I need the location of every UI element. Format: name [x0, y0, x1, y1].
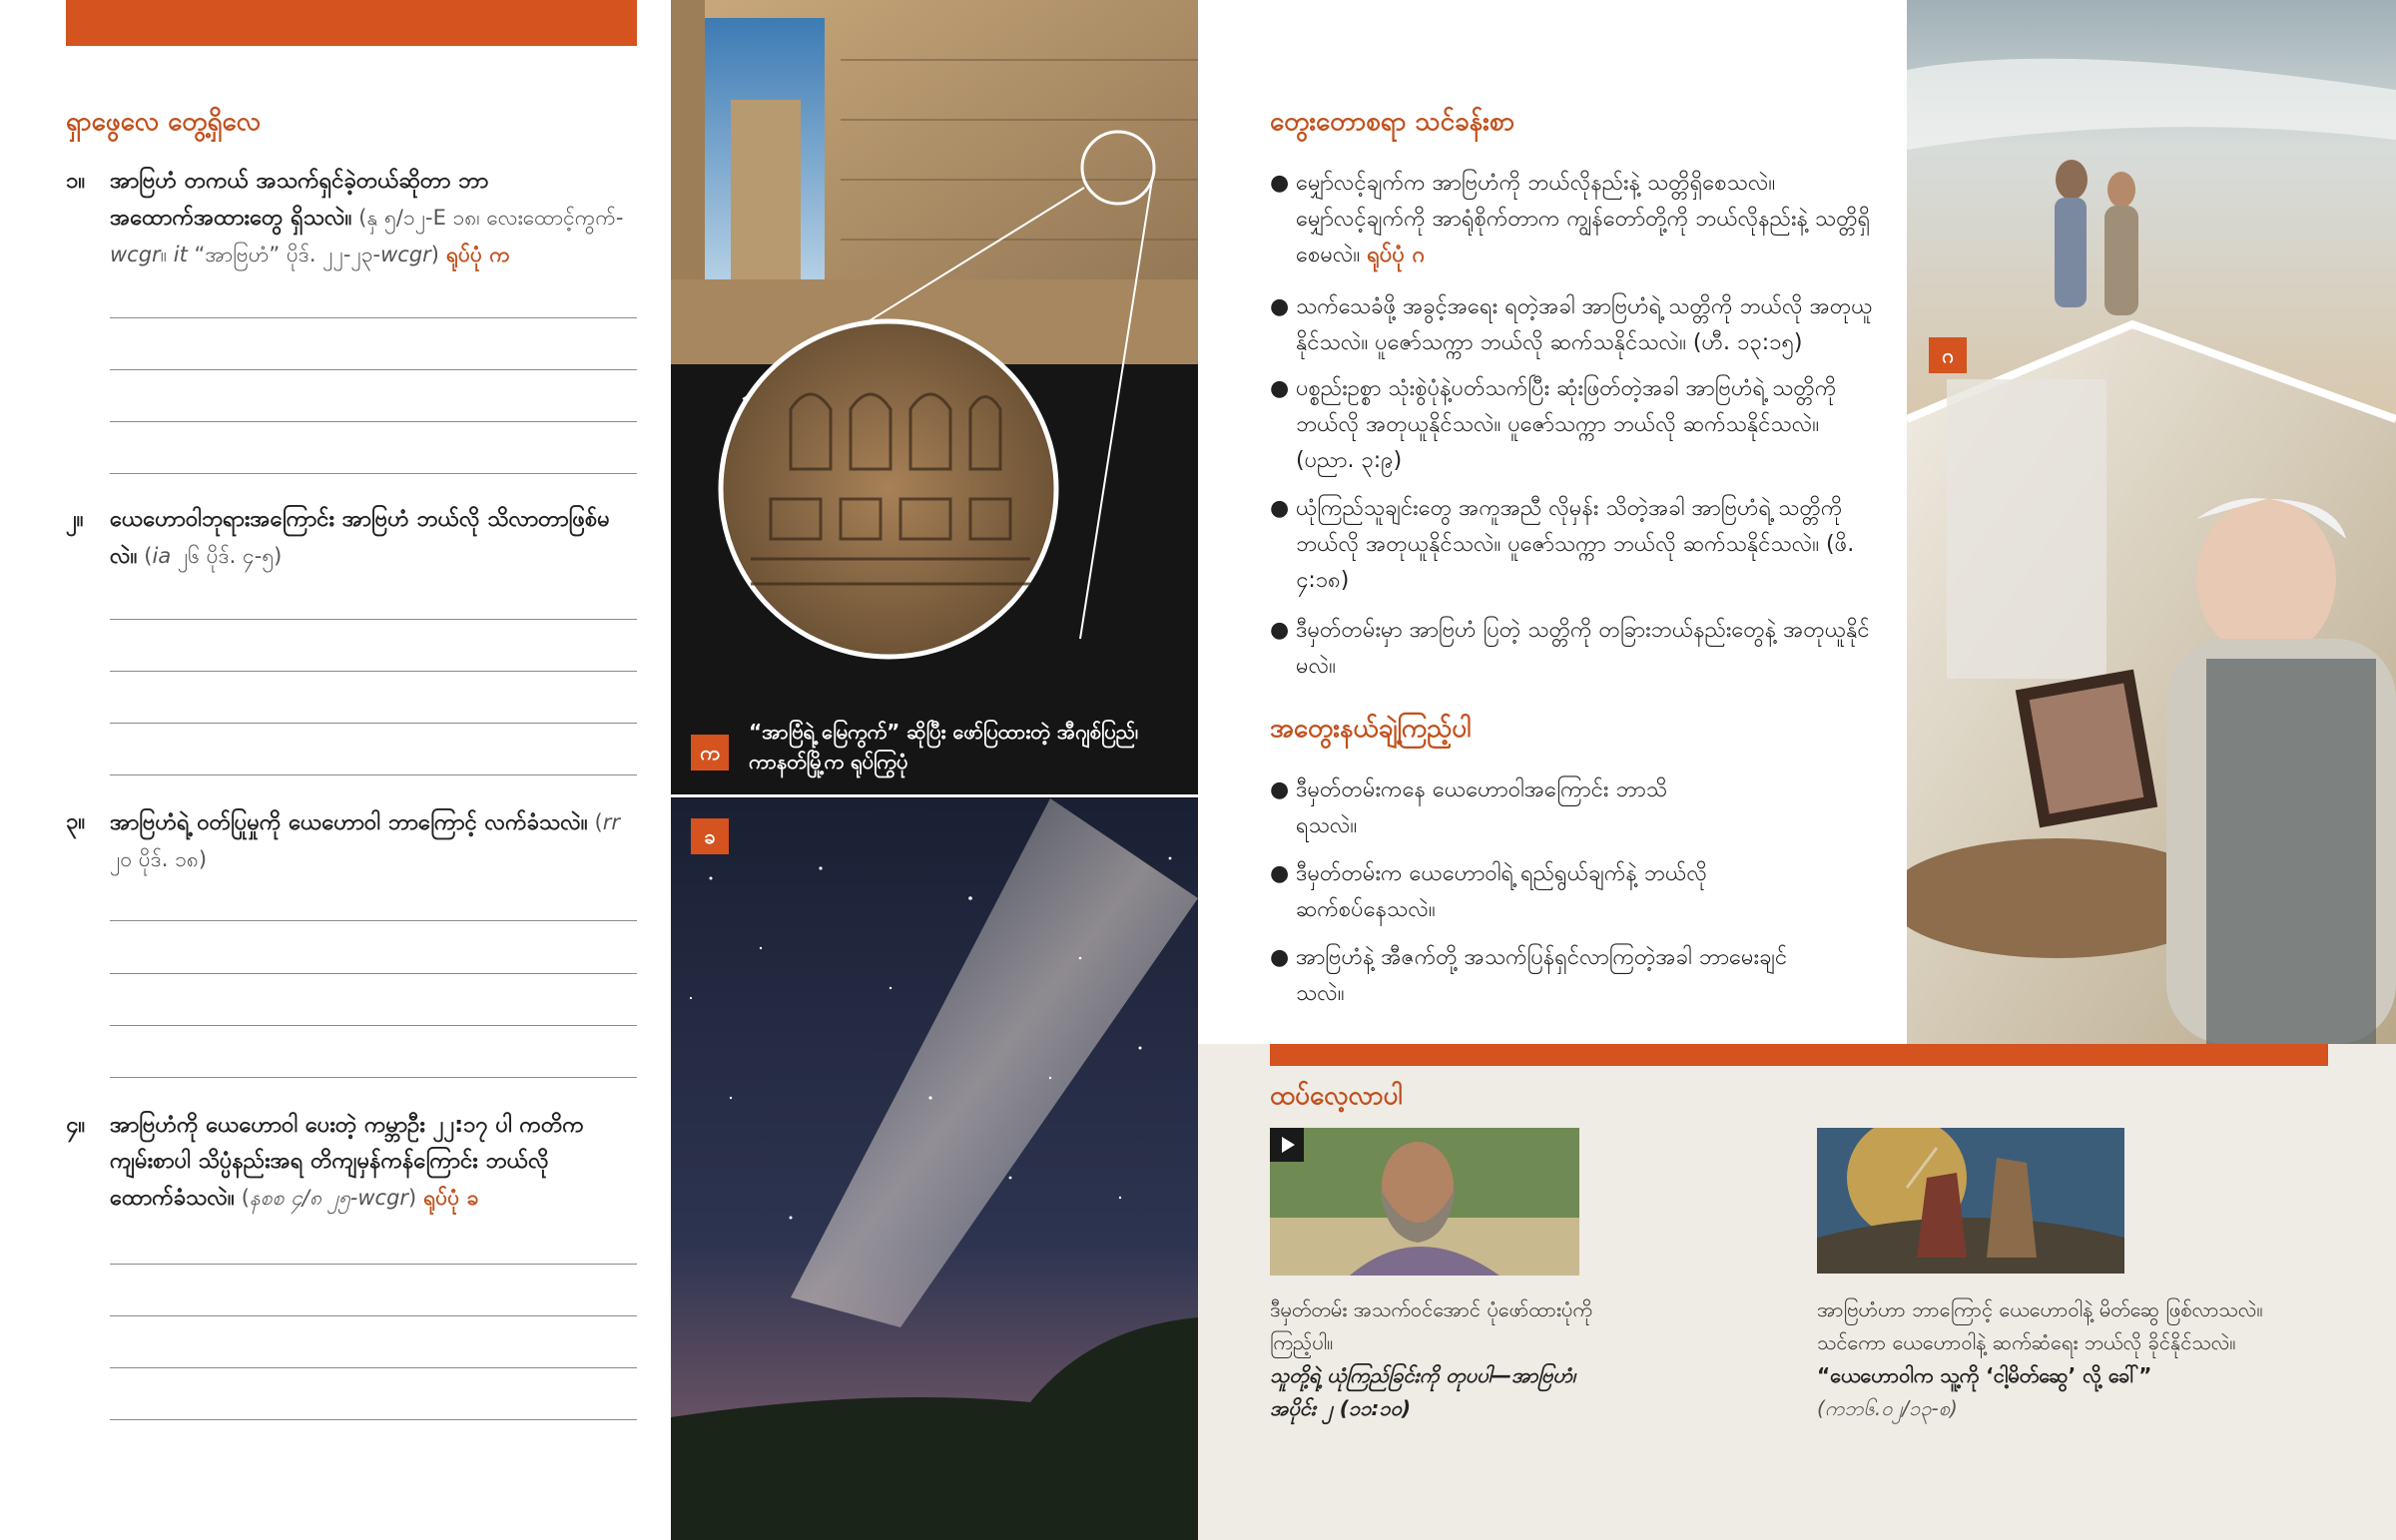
answer-line	[110, 369, 637, 370]
picture-tag-a: က	[691, 735, 729, 770]
bullet-text: ဒီမှတ်တမ်းက ယေဟောဝါရဲ့ ရည်ရွယ်ချက်နဲ့ ဘယ်လို ဆက်စပ်နေသလဲ။	[1296, 861, 1707, 922]
photo-caption-a: “အာဗြံရဲ့ မြေကွက်” ဆိုပြီး ဖော်ပြထားတဲ့ အီဂျစ်ပြည်၊ ကာနတ်မြို့က ရုပ်ကြွပုံ	[749, 720, 1139, 773]
bullet-dot: ●	[1270, 294, 1290, 319]
answer-line	[110, 671, 637, 672]
bullet-text: ဒီမှတ်တမ်းကနေ ယေဟောဝါအကြောင်း ဘာသိရသလဲ။	[1296, 777, 1667, 838]
photo-hope-illustration	[1907, 0, 2396, 1044]
question-3	[66, 804, 625, 878]
answer-line	[110, 421, 637, 422]
question-4	[66, 1108, 625, 1217]
bullet-dot: ●	[1270, 171, 1290, 196]
answer-line	[110, 1264, 637, 1265]
section-title-lessons: တွေးတောစရာ သင်ခန်းစာ	[1270, 107, 1515, 137]
reference: (ia ၂၆ ပိုဒ်. ၄-၅)	[144, 544, 283, 568]
bullet-dot: ●	[1270, 496, 1290, 521]
answer-line	[110, 973, 637, 974]
answer-line	[110, 774, 637, 775]
bullet-text: ယုံကြည်သူချင်းတွေ အကူအညီ လိုမှန်း သိတဲ့အခါ အာဗြဟံရဲ့ သတ္တိကို ဘယ်လို အတုယူနိုင်သလဲ။ ပူဇော်သက္ကာ ဘယ်လို ဆက်သနိုင်သလဲ။ (ဖိ. ၄:၁၈)	[1296, 496, 1855, 593]
question-number: ၄။	[66, 1113, 86, 1138]
question-number: ၁။	[66, 169, 86, 194]
bullet-dot: ●	[1270, 945, 1290, 970]
section-title-expand: အတွေးနယ်ချဲ့ကြည့်ပါ	[1270, 714, 1472, 744]
learn-more-accent-bar	[1270, 1044, 2328, 1066]
article-title[interactable]: “ယေဟောဝါက သူ့ကို ‘ငါ့မိတ်ဆွေ’ လို့ ခေါ်”	[1817, 1363, 2152, 1387]
picture-ref-b[interactable]: ရုပ်ပုံ ခ	[423, 1186, 479, 1210]
question-text: အာဗြဟံရဲ့ ဝတ်ပြုမှုကို ယေဟောဝါ ဘာကြောင့် လက်ခံသလဲ။	[110, 810, 588, 835]
bullet-dot: ●	[1270, 618, 1290, 643]
expand-bullet-2	[1270, 856, 1729, 928]
lesson-bullet-5	[1270, 613, 1879, 685]
bullet-text: သက်သေခံဖို့ အခွင့်အရေး ရတဲ့အခါ အာဗြဟံရဲ့ သတ္တိကို ဘယ်လို အတုယူနိုင်သလဲ။ ပူဇော်သက္ကာ ဘယ်လို ဆက်သနိုင်သလဲ။ (ဟီ. ၁၃:၁၅)	[1296, 294, 1873, 355]
question-2	[66, 502, 625, 575]
answer-line	[110, 1315, 637, 1316]
picture-ref-g[interactable]: ရုပ်ပုံ ဂ	[1367, 243, 1426, 267]
bullet-dot: ●	[1270, 376, 1290, 401]
question-text: အာဗြဟံကို ယေဟောဝါ ပေးတဲ့ ကမ္ဘာဦး ၂၂:၁၇ ပါ ကတိက ကျမ်းစာပါ သိပ္ပံနည်းအရ တိကျမှန်ကန်ကြောင်း ဘယ်လို ထောက်ခံသလဲ။	[110, 1113, 584, 1211]
answer-line	[110, 1077, 637, 1078]
picture-tag-g: ဂ	[1929, 337, 1967, 373]
answer-line	[110, 473, 637, 474]
lesson-bullet-1	[1270, 166, 1879, 273]
video1-caption: ဒီမှတ်တမ်း အသက်ဝင်အောင် ပုံဖော်ထားပုံကို ကြည့်ပါ။	[1270, 1297, 1592, 1354]
question-text: ယေဟောဝါဘုရားအကြောင်း အာဗြဟံ ဘယ်လို သိလာတာဖြစ်မလဲ။	[110, 507, 610, 569]
answer-line	[110, 723, 637, 724]
bullet-text: မျှော်လင့်ချက်က အာဗြဟံကို ဘယ်လိုနည်းနဲ့ သတ္တိရှိစေသလဲ။ မျှော်လင့်ချက်ကို အာရုံစိုက်တာက ကျွန်တော်တို့ကို ဘယ်လိုနည်းနဲ့ သတ္တိရှိစေမလဲ။	[1296, 171, 1871, 267]
lesson-bullet-4	[1270, 491, 1879, 599]
question-1	[66, 164, 625, 273]
question-text: အာဗြဟံ တကယ် အသက်ရှင်ခဲ့တယ်ဆိုတာ ဘာအထောက်အထားတွေ ရှိသလဲ။	[110, 169, 489, 231]
lesson-bullet-3	[1270, 371, 1879, 479]
reference: (rr ၂၀ ပိုဒ်. ၁၈)	[110, 810, 621, 871]
photo-column	[671, 0, 1198, 1540]
picture-tag-b: ခ	[691, 818, 729, 854]
bullet-text: ပစ္စည်းဥစ္စာ သုံးစွဲပုံနဲ့ပတ်သက်ပြီး ဆုံးဖြတ်တဲ့အခါ အာဗြဟံရဲ့ သတ္တိကို ဘယ်လို အတုယူနိုင်သလဲ။ ပူဇော်သက္ကာ ဘယ်လို ဆက်သနိုင်သလဲ။ (ပညာ. ၃:၉)	[1296, 376, 1837, 473]
answer-line	[110, 317, 637, 318]
bullet-text: ဒီမှတ်တမ်းမှာ အာဗြဟံ ပြတဲ့ သတ္တိကို တခြားဘယ်နည်းတွေနဲ့ အတုယူနိုင်မလဲ။	[1296, 618, 1870, 679]
video1-description	[1270, 1293, 1609, 1425]
learn-more-panel	[1198, 1044, 2396, 1540]
study-questions-column	[0, 0, 671, 1540]
expand-bullet-3	[1270, 940, 1829, 1012]
section-title-learn-more: ထပ်လေ့လာပါ	[1270, 1081, 1403, 1111]
reference: (နှ ၅/၁၂-E ၁၈၊ လေးထောင့်ကွက်-wcgr။ it “အာဗြဟံ” ပိုဒ်. ၂၂-၂၃-wcgr)	[110, 206, 624, 266]
answer-line	[110, 1419, 637, 1420]
lesson-bullet-2	[1270, 289, 1879, 361]
picture-ref-a[interactable]: ရုပ်ပုံ က	[446, 243, 510, 266]
bullet-text: အာဗြဟံနဲ့ အီဇက်တို့ အသက်ပြန်ရှင်လာကြတဲ့အခါ ဘာမေးချင်သလဲ။	[1296, 945, 1788, 1006]
article-reference: (ကဘ၆.၀၂/၁၃-စ)	[1817, 1396, 1958, 1420]
section-title-dig-deeper: ရှာဖွေလေ တွေ့ရှိလေ	[66, 107, 261, 137]
bullet-dot: ●	[1270, 777, 1290, 802]
reference: (နစစ ၄/၈ ၂၅-wcgr)	[241, 1186, 417, 1210]
question-number: ၂။	[66, 507, 84, 532]
answer-line	[110, 1025, 637, 1026]
article-caption: အာဗြဟံဟာ ဘာကြောင့် ယေဟောဝါနဲ့ မိတ်ဆွေ ဖြစ်လာသလဲ။ သင်ကော ယေဟောဝါနဲ့ ဆက်ဆံရေး ဘယ်လို ခိုင်နိုင်သလဲ။	[1817, 1297, 2263, 1354]
question-number: ၃။	[66, 809, 86, 834]
answer-line	[110, 1367, 637, 1368]
article-thumbnail-friend[interactable]	[1817, 1128, 2124, 1274]
expand-bullet-1	[1270, 772, 1669, 844]
answer-line	[110, 920, 637, 921]
answer-line	[110, 619, 637, 620]
bullet-dot: ●	[1270, 861, 1290, 886]
video1-title[interactable]: သူတို့ရဲ့ ယုံကြည်ခြင်းကို တုပပါ—အာဗြဟံ၊ အပိုင်း ၂ (၁၁:၁၀)	[1270, 1363, 1576, 1420]
article-description	[1817, 1293, 2296, 1425]
top-accent-bar	[66, 0, 637, 46]
video-thumbnail-abraham[interactable]	[1270, 1128, 1579, 1276]
